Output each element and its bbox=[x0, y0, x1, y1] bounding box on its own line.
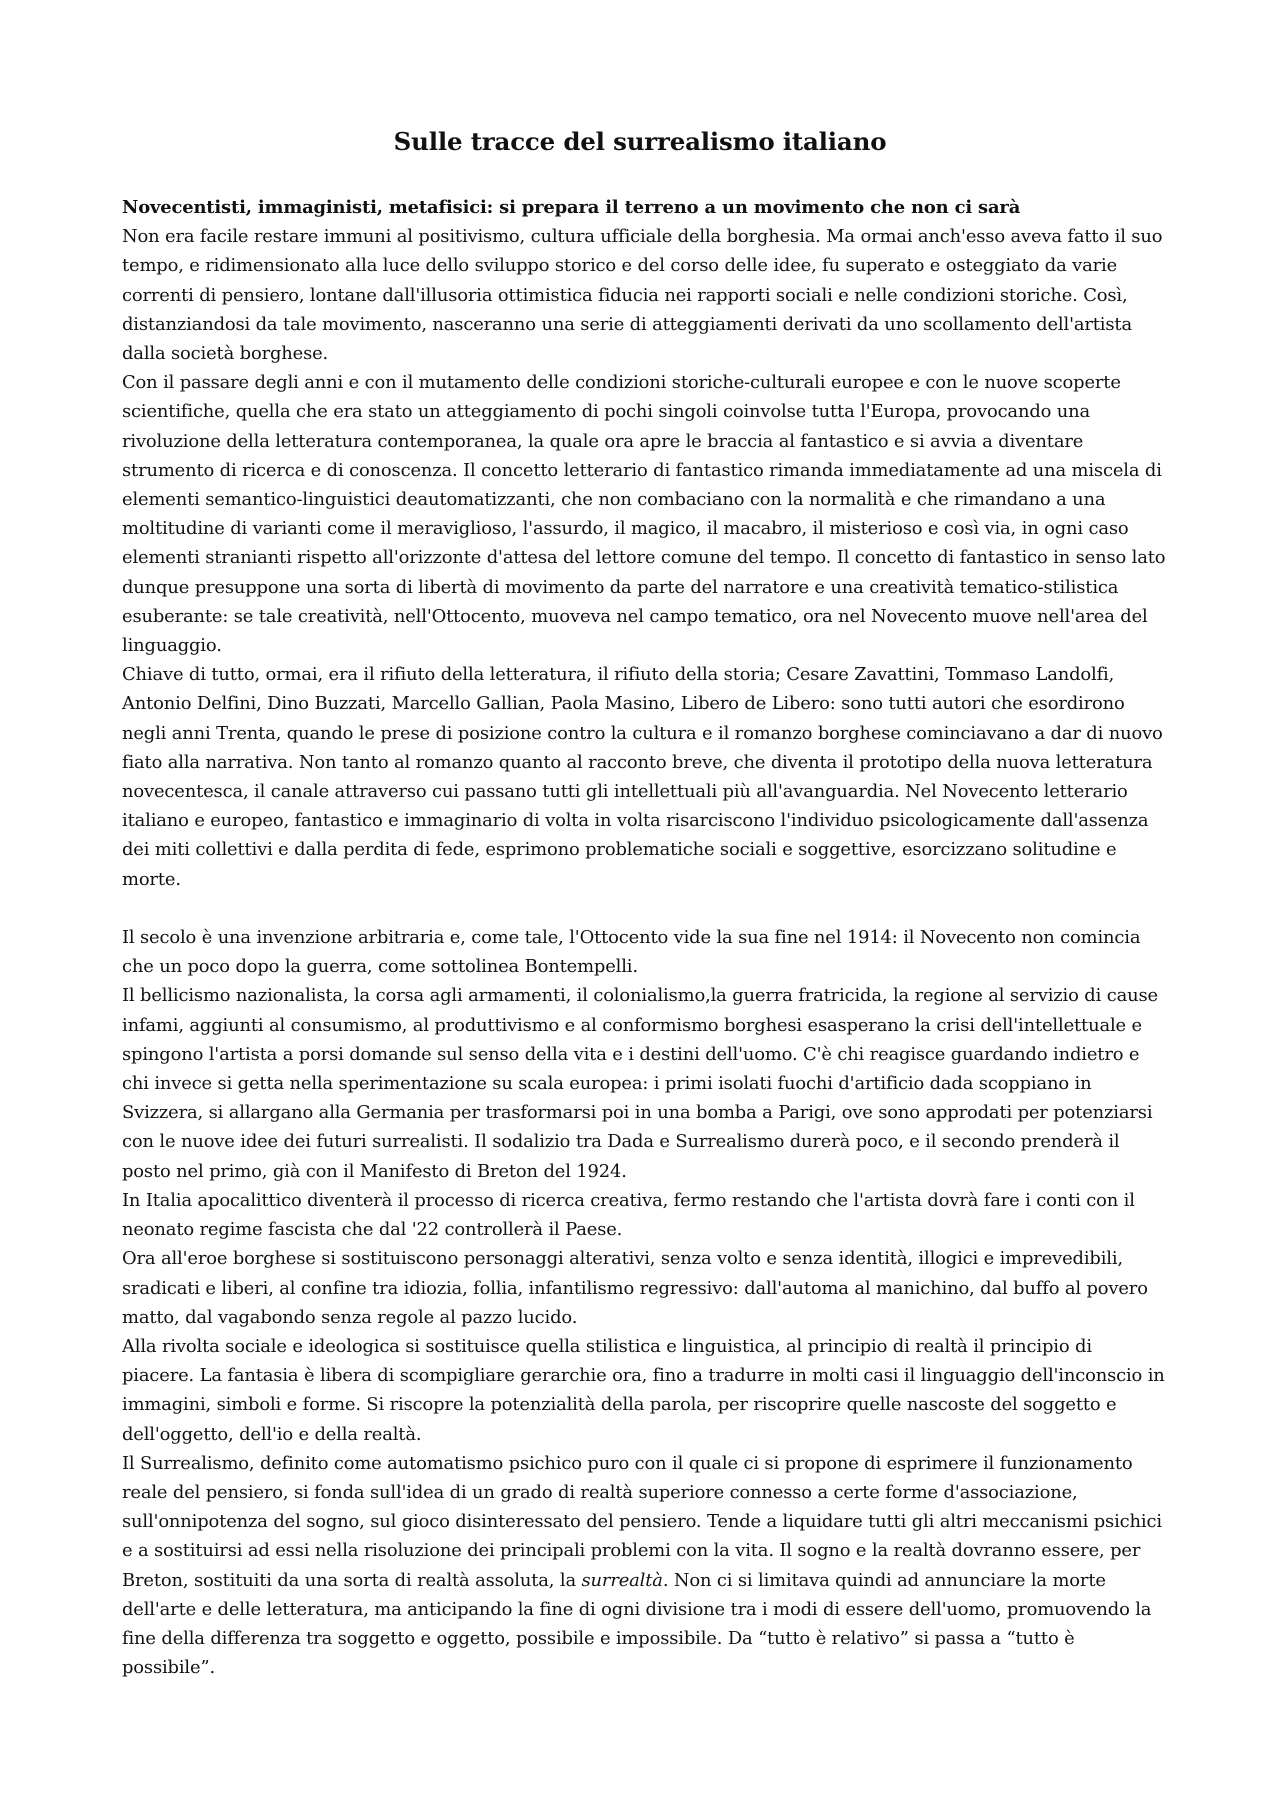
paragraph-bellicismo: Il bellicismo nazionalista, la corsa agli armamenti, il colonialismo,la guerra fratricida, la regione al servizio di cause infami, aggiunti al consumismo, al produttivismo e al conformismo borghesi esasperano la crisi dell'intellettuale e spingono l'artista a porsi domande sul senso della vita e i destini dell'uomo. C'è chi reagisce guardando indietro e chi invece si getta nella sperimentazione su scala europea: i primi isolati fuochi d'artificio dada scoppiano in Svizzera, si allargano alla Germania per trasformarsi poi in una bomba a Parigi, ove sono approdati per potenziarsi con le nuove idee dei futuri surrealisti. Il sodalizio tra Dada e Surrealismo durerà poco, e il secondo prenderà il posto nel primo, già con il Manifesto di Breton del 1924. bbox=[122, 985, 1158, 1182]
document-title: Sulle tracce del surrealismo italiano bbox=[393, 127, 887, 156]
paragraph-positivismo: Non era facile restare immuni al positivismo, cultura ufficiale della borghesia. Ma ormai anch'esso aveva fatto il suo tempo, e ridimensionato alla luce dello sviluppo storico e del corso delle idee, fu superato e osteggiato da varie correnti di pensiero, lontane dall'illusoria ottimistica fiducia nei rapporti sociali e nelle condizioni storiche. Così, distanziandosi da tale movimento, nasceranno una serie di atteggiamenti derivati da uno scollamento dell'artista dalla società borghese. bbox=[122, 226, 1163, 365]
paragraph-autori-anni-trenta: Chiave di tutto, ormai, era il rifiuto della letteratura, il rifiuto della storia; Cesare Zavattini, Tommaso Landolfi, Antonio Delfini, Dino Buzzati, Marcello Gallian, Paola Masino, Libero de Libero: sono tutti autori che esordirono negli anni Trenta, quando le prese di posizione contro la cultura e il romanzo borghese cominciavano a dar di nuovo fiato alla narrativa. Non tanto al romanzo quanto al racconto breve, che diventa il prototipo della nuova letteratura novecentesca, il canale attraverso cui passano tutti gli intellettuali più all'avanguardia. Nel Novecento letterario italiano e europeo, fantastico e immaginario di volta in volta risarciscono l'individuo psicologicamente dall'assenza dei miti collettivi e dalla perdita di fede, esprimono problematiche sociali e soggettive, esorcizzano solitudine e morte. bbox=[122, 664, 1163, 890]
paragraph-secolo: Il secolo è una invenzione arbitraria e, come tale, l'Ottocento vide la sua fine nel 1914: il Novecento non comincia che un poco dopo la guerra, come sottolinea Bontempelli. bbox=[122, 927, 1141, 978]
paragraph-eroe-borghese: Ora all'eroe borghese si sostituiscono personaggi alterativi, senza volto e senza identità, illogici e imprevedibili, sradicati e liberi, al confine tra idiozia, follia, infantilismo regressivo: dall'automa al manichino, dal buffo al povero matto, dal vagabondo senza regole al pazzo lucido. bbox=[122, 1248, 1148, 1328]
paragraph-surrealismo-part2: . Non ci si limitava quindi ad annunciare la morte dell'arte e delle letteratura, ma anticipando la fine di ogni divisione tra i modi di essere dell'uomo, promuovendo la fine della differenza tra soggetto e oggetto, possibile e impossibile. Da “tutto è relativo” si passa a “tutto è possibile”. bbox=[122, 1569, 1152, 1679]
paragraph-italia: In Italia apocalittico diventerà il processo di ricerca creativa, fermo restando che l'artista dovrà fare i conti con il neonato regime fascista che dal '22 controllerà il Paese. bbox=[122, 1189, 1135, 1241]
paragraph-fantastico: Con il passare degli anni e con il mutamento delle condizioni storiche-culturali europee e con le nuove scoperte scientifiche, quella che era stato un atteggiamento di pochi singoli coinvolse tutta l'Europa, provocando una rivoluzione della letteratura contemporanea, la quale ora apre le braccia al fantastico e si avvia a diventare strumento di ricerca e di conoscenza. Il concetto letterario di fantastico rimanda immediatamente ad una miscela di elementi semantico-linguistici deautomatizzanti, che non combaciano con la normalità e che rimandano a una moltitudine di varianti come il meraviglioso, l'assurdo, il magico, il macabro, il misterioso e così via, in ogni caso elementi stranianti rispetto all'orizzonte d'attesa del lettore comune del tempo. Il concetto di fantastico in senso lato dunque presuppone una sorta di libertà di movimento da parte del narratore e una creatività tematico-stilistica esuberante: se tale creatività, nell'Ottocento, muoveva nel campo tematico, ora nel Novecento muove nell'area del linguaggio. bbox=[122, 372, 1166, 657]
document-subtitle: Novecentisti, immaginisti, metafisici: si prepara il terreno a un movimento che non ci sarà bbox=[122, 197, 1021, 218]
paragraph-surrealismo-part1: Il Surrealismo, definito come automatismo psichico puro con il quale ci si propone di esprimere il funzionamento reale del pensiero, si fonda sull'idea di un grado di realtà superiore connesso a certe forme d'associazione, sull'onnipotenza del sogno, sul gioco disinteressato del pensiero. Tende a liquidare tutti gli altri meccanismi psichici e a sostituirsi ad essi nella risoluzione dei principali problemi con la vita. Il sogno e la realtà dovranno essere, per Breton, sostituiti da una sorta di realtà assoluta, la bbox=[122, 1452, 1162, 1591]
paragraph-rivolta-stilistica: Alla rivolta sociale e ideologica si sostituisce quella stilistica e linguistica, al principio di realtà il principio di piacere. La fantasia è libera di scompigliare gerarchie ora, fino a tradurre in molti casi il linguaggio dell'inconscio in immagini, simboli e forme. Si riscopre la potenzialità della parola, per riscoprire quelle nascoste del soggetto e dell'oggetto, dell'io e della realtà. bbox=[122, 1335, 1165, 1445]
document-body bbox=[122, 193, 1167, 1682]
paragraph-spacer bbox=[122, 894, 1167, 923]
paragraph-surrealismo bbox=[122, 1449, 1167, 1683]
surrealta-emphasis: surrealtà bbox=[581, 1569, 663, 1591]
